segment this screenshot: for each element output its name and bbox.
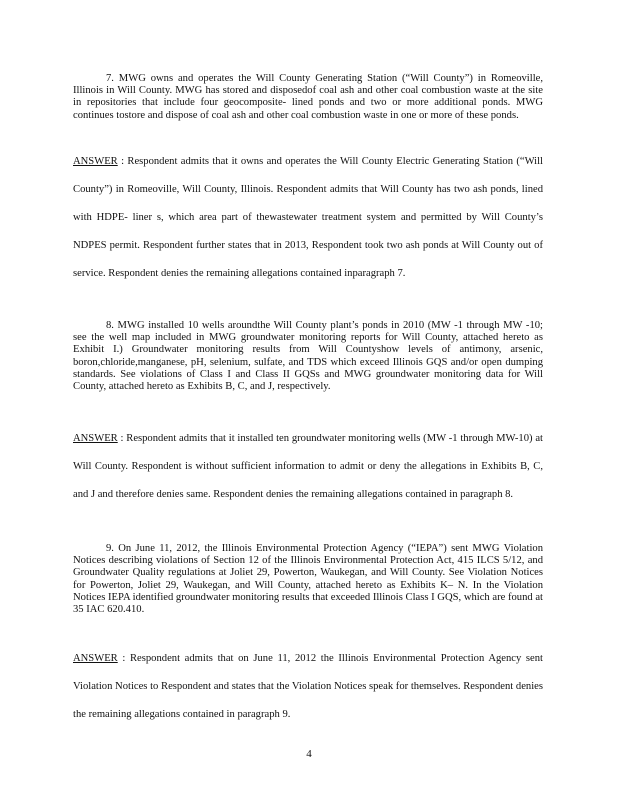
paragraph-7-answer [73,148,543,288]
paragraph-7-allegation: 7. MWG owns and operates the Will County Generating Station (“Will County”) in Romeoville, Illinois in Will County. MWG has stored and disposedof coal ash and other coal combustion waste at the site in repositories that include four geocomposite- lined ponds and two or more additional ponds. MWG continues tostore and dispose of coal ash and other coal combustion waste in one or more of these ponds. [73,73,543,121]
answer-text: : Respondent admits that it owns and operates the Will County Electric Generating Station (“Will County”) in Romeoville, Will County, Illinois. Respondent admits that Will County has two ash ponds, lined with HDPE- liner s, which area part of thewastewater treatment system and permitted by Will County’s NDPES permit. Respondent further states that in 2013, Respondent took two ash ponds at Will County out of service. Respondent denies the remaining allegations contained inparagraph 7. [73,156,543,279]
answer-label: ANSWER [73,653,118,664]
paragraph-9-allegation: 9. On June 11, 2012, the Illinois Environmental Protection Agency (“IEPA”) sent MWG Violation Notices describing violations of Section 12 of the Illinois Environmental Protection Act, 415 ILCS 5/12, and Groundwater Quality regulations at Joliet 29, Powerton, Waukegan, and Will County. See Violation Notices for Powerton, Joliet 29, Waukegan, and Will County, attached hereto as Exhibits K– N. In the Violation Notices IEPA identified groundwater monitoring results that exceeded Illinois Class I GQS, which are found at 35 IAC 620.410. [73,543,543,616]
paragraph-9-answer [73,645,543,729]
paragraph-8-allegation: 8. MWG installed 10 wells aroundthe Will County plant’s ponds in 2010 (MW -1 through MW -10; see the well map included in MWG groundwater monitoring reports for Will County, attached hereto as Exhibit I.) Groundwater monitoring results from Will Countyshow levels of antimony, arsenic, boron,chloride,manganese, pH, selenium, sulfate, and TDS which exceed Illinois GQS and/or open dumping standards. See violations of Class I and Class II GQSs and MWG groundwater monitoring data for Will County, attached hereto as Exhibits B, C, and J, respectively. [73,320,543,393]
answer-label: ANSWER [73,156,118,167]
answer-text: : Respondent admits that on June 11, 2012 the Illinois Environmental Protection Agency sent Violation Notices to Respondent and states that the Violation Notices speak for themselves. Respondent denies the remaining allegations contained in paragraph 9. [73,653,543,720]
page-number: 4 [306,748,312,760]
answer-text: : Respondent admits that it installed ten groundwater monitoring wells (MW -1 through MW-10) at Will County. Respondent is without sufficient information to admit or deny the allegations in Exhibits B, C, and J and therefore denies same. Respondent denies the remaining allegations contained in paragraph 8. [73,433,543,500]
answer-label: ANSWER [73,433,118,444]
paragraph-8-answer [73,425,543,509]
